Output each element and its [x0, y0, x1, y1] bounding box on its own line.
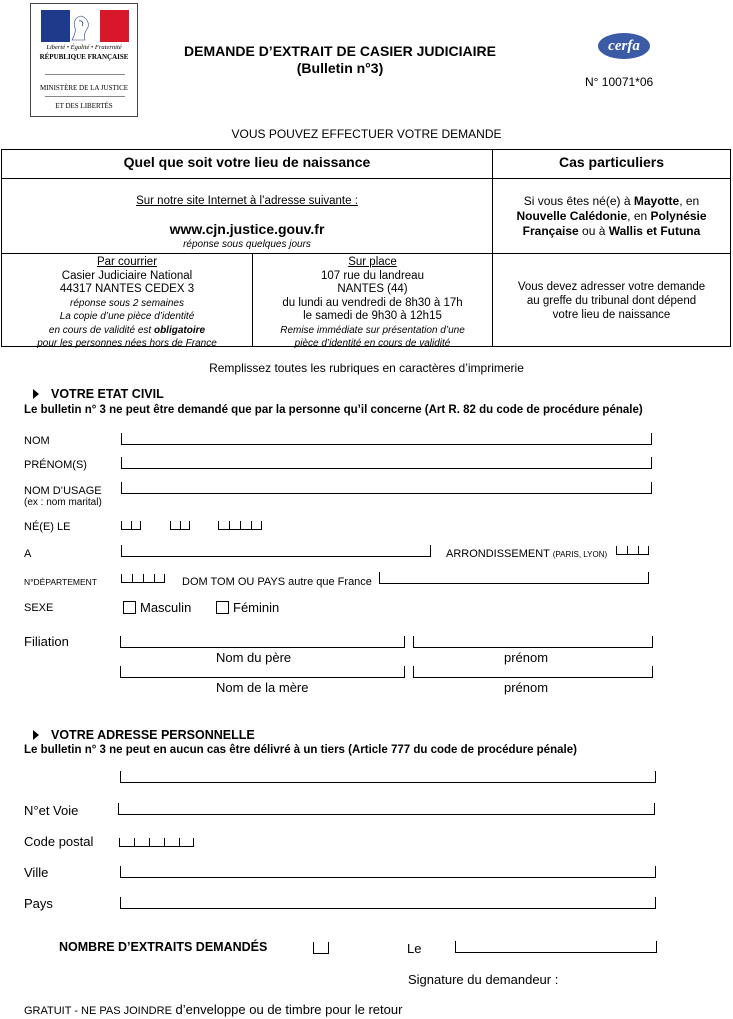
internet-url[interactable]: www.cjn.justice.gouv.fr: [169, 221, 325, 237]
internet-label: Sur notre site Internet à l’adresse suivante :: [136, 195, 358, 207]
col1-header: Quel que soit votre lieu de naissance: [123, 154, 371, 170]
birth-place-field[interactable]: [121, 545, 431, 557]
gratuit-note: [24, 1002, 402, 1017]
page-title: [150, 43, 530, 77]
fill-instruction: Remplissez toutes les rubriques en caractères d’imprimerie: [209, 361, 524, 375]
mail-line: réponse sous 2 semaines: [70, 297, 184, 309]
gratuit-rest-text: d’enveloppe ou de timbre pour le retour: [171, 1002, 403, 1017]
court-line: Vous devez adresser votre demande: [517, 281, 706, 293]
place-line: pièce d’identité en cours de validité: [294, 338, 451, 349]
nom-label: NOM: [24, 435, 50, 447]
logo-ministry-2: ET DES LIBERTÉS: [55, 102, 113, 110]
section-address-label: VOTRE ADRESSE PERSONNELLE: [51, 728, 255, 742]
prenom-mere-caption: prénom: [504, 680, 549, 695]
code-postal-label: Code postal: [24, 834, 94, 849]
court-line: votre lieu de naissance: [552, 309, 671, 321]
sexe-label: SEXE: [24, 602, 54, 614]
gratuit-text: GRATUIT - NE PAS JOINDRE: [24, 1005, 172, 1017]
mail-option: [2, 256, 252, 351]
pays-label: Pays: [24, 896, 53, 911]
triangle-icon: [33, 730, 39, 740]
extraits-field[interactable]: [313, 942, 329, 954]
section-address-title: [33, 728, 255, 742]
masculin-label: Masculin: [140, 600, 192, 615]
mail-line: 44317 NANTES CEDEX 3: [59, 283, 195, 295]
place-line: le samedi de 9h30 à 12h15: [303, 310, 442, 322]
nom-usage-hint: (ex : nom marital): [24, 497, 102, 508]
logo-divider: [45, 74, 125, 75]
ministry-logo: [30, 3, 138, 117]
table-divider: [2, 178, 730, 179]
domtom-label: DOM TOM OU PAYS autre que France: [182, 576, 372, 588]
prenoms-field[interactable]: [121, 457, 652, 469]
voie-label: N°et Voie: [24, 803, 79, 818]
filiation-label: Filiation: [24, 634, 69, 649]
mail-line: La copie d’une pièce d’identité: [59, 311, 195, 322]
nom-field[interactable]: [121, 433, 652, 445]
date-field[interactable]: [455, 941, 657, 953]
birth-place-label: A: [24, 548, 32, 560]
mail-line: pour les personnes nées hors de France: [37, 338, 217, 349]
special-text: Si vous êtes né(e) à: [523, 194, 634, 208]
mere-nom-field[interactable]: [120, 666, 405, 678]
feminin-label: Féminin: [233, 600, 280, 615]
place-line: Remise immédiate sur présentation d’une: [280, 324, 465, 336]
voie-field[interactable]: [118, 803, 655, 815]
special-polynesie: Polynésie: [650, 209, 707, 223]
logo-ministry-1: MINISTÈRE DE LA JUSTICE: [39, 84, 129, 92]
special-cases: [493, 194, 730, 239]
internet-delay: réponse sous quelques jours: [183, 239, 311, 250]
section-civil-subtitle: Le bulletin n° 3 ne peut être demandé que par la personne qu’il concerne (Art R. 82 du code de procédure pénale): [24, 404, 643, 416]
ville-field[interactable]: [120, 866, 656, 878]
extraits-label: NOMBRE D’EXTRAITS DEMANDÉS: [59, 940, 268, 954]
special-nc: Nouvelle Calédonie: [516, 209, 628, 223]
pere-prenom-field[interactable]: [413, 636, 653, 648]
ville-label: Ville: [24, 865, 49, 880]
prenoms-label: PRÉNOM(S): [24, 459, 87, 471]
place-title: Sur place: [348, 256, 397, 268]
intro-text: VOUS POUVEZ EFFECTUER VOTRE DEMANDE: [231, 127, 502, 141]
special-polynesie-2: Française: [522, 224, 579, 238]
signature-label: Signature du demandeur :: [408, 972, 559, 987]
col2-header: Cas particuliers: [558, 154, 665, 170]
feminin-checkbox[interactable]: [216, 601, 229, 614]
departement-label: N°DÉPARTEMENT: [24, 577, 97, 587]
sexe-feminin-option[interactable]: [216, 600, 279, 615]
court-option: [493, 280, 730, 322]
special-mayotte: Mayotte: [633, 194, 680, 208]
title-line-1: DEMANDE D’EXTRAIT DE CASIER JUDICIAIRE: [184, 43, 496, 59]
pays-field[interactable]: [120, 897, 656, 909]
prenom-pere-caption: prénom: [504, 650, 549, 665]
nom-mere-caption: Nom de la mère: [216, 680, 309, 695]
special-text: , en: [679, 194, 700, 208]
mail-line: Casier Judiciaire National: [61, 269, 193, 282]
options-table: [1, 149, 731, 347]
section-civil-label: VOTRE ETAT CIVIL: [51, 387, 164, 401]
marianne-icon: [67, 14, 97, 42]
place-line: 107 rue du landreau: [321, 269, 424, 282]
special-text: ou à: [578, 224, 609, 238]
mere-prenom-field[interactable]: [413, 666, 653, 678]
logo-divider: [45, 96, 125, 97]
address-line-1-field[interactable]: [120, 771, 656, 783]
mail-line: en cours de validité est: [48, 324, 154, 336]
nom-usage-label: NOM D’USAGE: [24, 485, 102, 497]
arrondissement-text: ARRONDISSEMENT: [446, 548, 550, 560]
nom-pere-caption: Nom du père: [216, 650, 292, 665]
nom-usage-field[interactable]: [121, 482, 652, 494]
arrondissement-hint: (PARIS, LYON): [552, 550, 608, 559]
court-line: au greffe du tribunal dont dépend: [526, 295, 697, 307]
domtom-field[interactable]: [379, 572, 649, 584]
table-divider: [2, 253, 730, 254]
title-line-2: (Bulletin n°3): [296, 60, 384, 76]
section-civil-title: [33, 387, 164, 401]
logo-motto: Liberté • Égalité • Fraternité: [46, 44, 122, 51]
triangle-icon: [33, 389, 39, 399]
cerfa-logo: cerfa: [598, 33, 650, 59]
pere-nom-field[interactable]: [120, 636, 405, 648]
masculin-checkbox[interactable]: [123, 601, 136, 614]
arrondissement-label: [446, 548, 607, 560]
mail-title: Par courrier: [96, 256, 158, 268]
special-wallis: Wallis et Futuna: [608, 224, 701, 238]
place-line: NANTES (44): [337, 283, 408, 295]
place-line: du lundi au vendredi de 8h30 à 17h: [282, 296, 463, 309]
logo-republic: RÉPUBLIQUE FRANÇAISE: [39, 53, 129, 61]
special-text: , en: [627, 209, 651, 223]
sexe-masculin-option[interactable]: [123, 600, 191, 615]
cerfa-number: N° 10071*06: [585, 75, 654, 89]
birth-date-label: NÉ(E) LE: [24, 521, 71, 533]
place-option: [253, 256, 492, 351]
mail-obligatoire: obligatoire: [153, 324, 206, 336]
date-label: Le: [407, 941, 422, 956]
section-address-subtitle: Le bulletin n° 3 ne peut en aucun cas être délivré à un tiers (Article 777 du code de procédure pénale): [24, 744, 577, 756]
